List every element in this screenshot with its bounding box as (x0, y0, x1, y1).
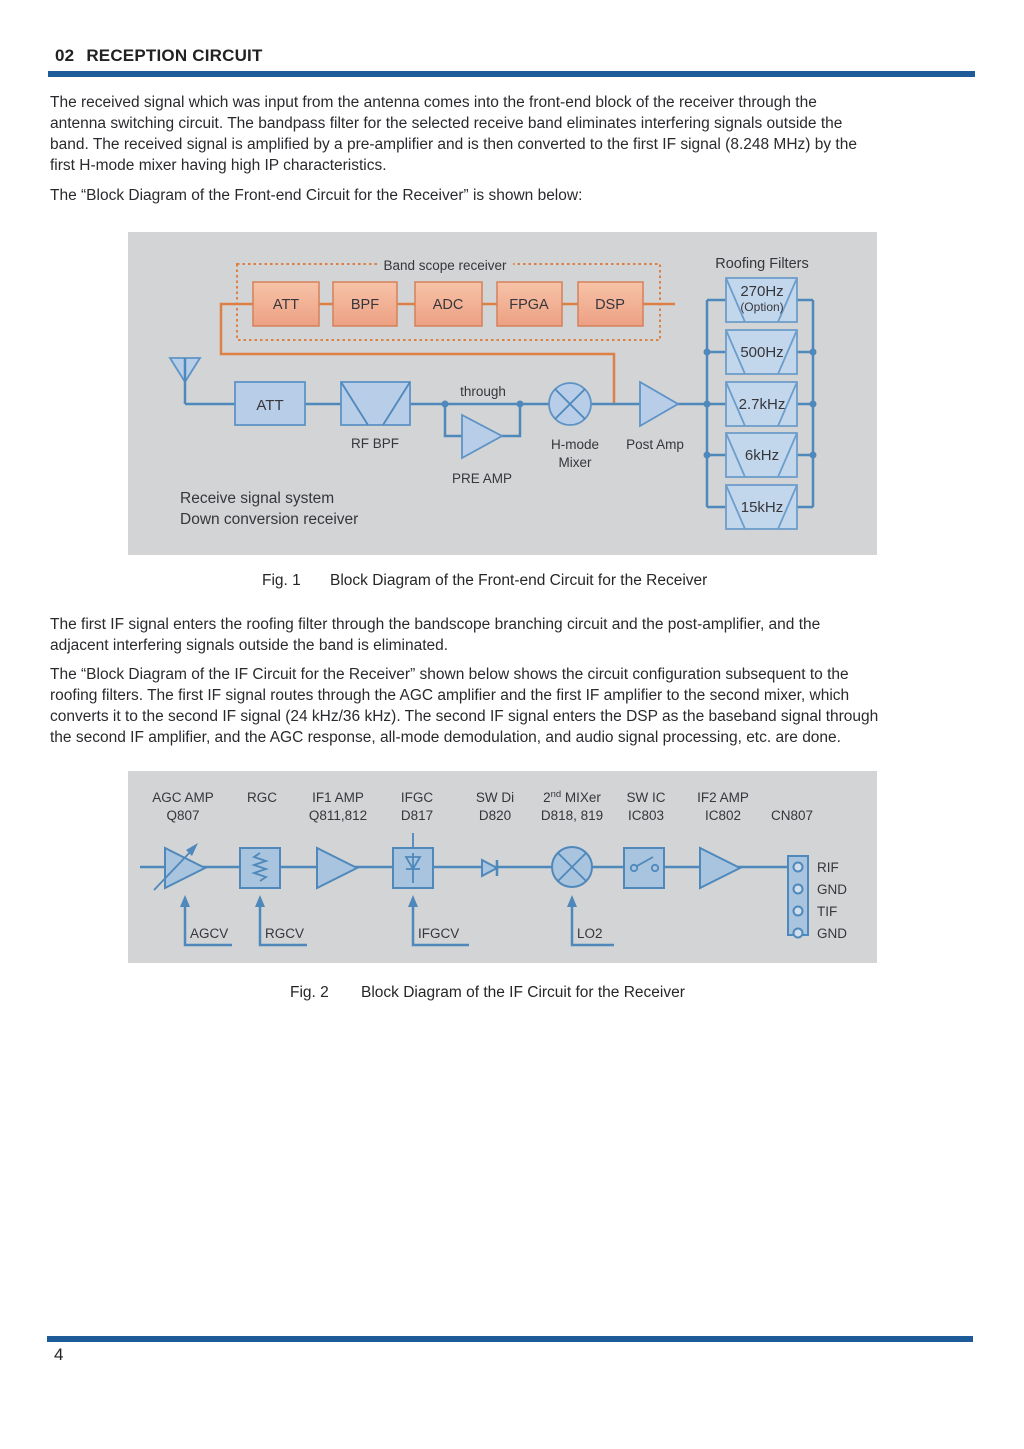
lo2-control (567, 895, 614, 945)
ref-d820: D820 (478, 808, 512, 823)
label-rgc: RGC (247, 790, 277, 805)
system-note-line-2: Down conversion receiver (180, 511, 359, 528)
roofing-filter-500hz (726, 330, 797, 374)
body-text-line: roofing filters. The first IF signal routes through the AGC amplifier and the first IF amplifier to the second mixer, which (50, 687, 850, 704)
pre-amp-label: PRE AMP (451, 471, 513, 486)
rf-bpf-label: RF BPF (350, 436, 400, 451)
pin-label-gnd2: GND (817, 926, 847, 941)
ifgc-icon (393, 833, 433, 888)
paragraph-1 (50, 92, 857, 176)
label-sw-di: SW Di (475, 790, 515, 805)
second-mixer-icon (552, 847, 592, 887)
antenna-icon (170, 358, 200, 404)
ref-d817: D817 (400, 808, 434, 823)
pin-label-tif: TIF (817, 904, 838, 919)
filter-label: 15kHz (740, 499, 784, 516)
filter-option-note: (Option) (740, 300, 784, 314)
roofing-filter-270hz (726, 278, 797, 322)
label-if2-amp: IF2 AMP (697, 790, 749, 805)
ref-cn807: CN807 (770, 808, 814, 823)
ifgcv-label: IFGCV (418, 926, 460, 941)
junction-dot (442, 401, 449, 408)
body-text-line: The first IF signal enters the roofing filter through the bandscope branching circuit and the post-amplifier, and the (50, 616, 821, 633)
system-note-line-1: Receive signal system (180, 490, 335, 507)
body-text-line: adjacent interfering signals outside the band is eliminated. (50, 637, 449, 654)
bandscope-block-att (253, 282, 319, 326)
figure-1-front-end-diagram (128, 232, 877, 555)
rgc-icon (240, 848, 280, 888)
roofing-filter-15khz (726, 485, 797, 529)
front-end-circuit-diagram (128, 232, 877, 555)
label-if1-amp: IF1 AMP (312, 790, 364, 805)
mixer-label-1: H-mode (550, 437, 600, 452)
paragraph-3 (50, 614, 820, 656)
through-label: through (460, 384, 506, 399)
section-title: RECEPTION CIRCUIT (86, 46, 263, 65)
label-2nd-mixer (543, 789, 601, 805)
filter-label: 500Hz (740, 344, 784, 361)
ref-d818-819: D818, 819 (540, 808, 604, 823)
label-agc-amp: AGC AMP (152, 790, 214, 805)
mixer-label-base: 2 (543, 790, 551, 805)
figure-2-if-diagram (128, 771, 877, 963)
rgcv-label: RGCV (265, 926, 305, 941)
body-text-line: the second IF amplifier, and the AGC response, all-mode demodulation, and audio signal processing, etc. are done. (50, 729, 841, 746)
mixer-label-sup: nd (550, 789, 562, 800)
section-number: 02 (55, 46, 75, 65)
figure-2-caption-text: Block Diagram of the IF Circuit for the Receiver (361, 984, 685, 1001)
rf-bpf-block (341, 382, 410, 451)
pin-label-gnd1: GND (817, 882, 847, 897)
bandscope-block-dsp (578, 282, 643, 326)
bandscope-block-adc (415, 282, 482, 326)
page-number: 4 (54, 1345, 64, 1364)
figure-1-caption-text: Block Diagram of the Front-end Circuit for the Receiver (330, 572, 708, 589)
roofing-filters-title: Roofing Filters (715, 256, 809, 272)
block-label: FPGA (509, 297, 549, 313)
filter-label: 6kHz (744, 447, 780, 464)
ref-ic802: IC802 (704, 808, 742, 823)
mixer-label-2: Mixer (558, 455, 592, 470)
lo2-label: LO2 (577, 926, 603, 941)
paragraph-2 (50, 185, 582, 206)
connector-pin-labels (817, 860, 847, 941)
h-mode-mixer-icon (549, 383, 599, 470)
figure-1-caption-label: Fig. 1 (262, 572, 301, 589)
ref-ic803: IC803 (627, 808, 665, 823)
bandscope-block-fpga (497, 282, 562, 326)
body-text-line: first H-mode mixer having high IP characteristics. (50, 157, 387, 174)
bandscope-block-bpf (333, 282, 397, 326)
rgcv-control (255, 895, 307, 945)
pin-label-rif: RIF (817, 860, 839, 875)
block-label: ADC (432, 297, 464, 313)
ref-q807: Q807 (166, 808, 200, 823)
agcv-control (180, 895, 232, 945)
body-text-line: band. The received signal is amplified by a pre-amplifier and is then converted to the first IF signal (8.248 MHz) by the (50, 136, 857, 153)
footer-rule (47, 1336, 973, 1342)
filter-label: 270Hz (740, 283, 784, 300)
header-rule (48, 71, 975, 77)
component-labels (152, 789, 813, 823)
sw-di-icon (482, 860, 497, 876)
mixer-label-rest: MIXer (561, 790, 601, 805)
ifgcv-control (408, 895, 469, 945)
section-heading (55, 46, 263, 66)
body-text-line: The received signal which was input from the antenna comes into the front-end block of the receiver through the (50, 94, 817, 111)
filter-label: 2.7kHz (738, 396, 786, 413)
main-att-block (235, 382, 305, 425)
roofing-filter-6khz (726, 433, 797, 477)
figure-2-caption-label: Fig. 2 (290, 984, 329, 1001)
if-circuit-diagram (128, 771, 877, 963)
pre-amp-icon (452, 415, 512, 486)
post-amp-icon (626, 382, 684, 452)
bandscope-title: Band scope receiver (383, 258, 507, 273)
body-text-line: antenna switching circuit. The bandpass filter for the selected receive band eliminates interfering signals outside the (50, 115, 843, 132)
body-text-line: converts it to the second IF signal (24 kHz/36 kHz). The second IF signal enters the DSP as the baseband signal through (50, 708, 879, 725)
if1-amp-icon (317, 848, 357, 888)
block-label: ATT (256, 397, 284, 414)
paragraph-4 (50, 664, 878, 748)
cn807-connector-icon (788, 856, 808, 938)
sw-ic-icon (624, 848, 664, 888)
label-sw-ic: SW IC (626, 790, 666, 805)
block-label: ATT (272, 297, 300, 313)
junction-dot (517, 401, 524, 408)
agcv-label: AGCV (190, 926, 229, 941)
block-label: BPF (350, 297, 380, 313)
label-ifgc: IFGC (400, 790, 434, 805)
block-label: DSP (595, 297, 625, 313)
post-amp-label: Post Amp (626, 437, 684, 452)
body-text-line: The “Block Diagram of the Front-end Circuit for the Receiver” is shown below: (50, 187, 583, 204)
if2-amp-icon (700, 848, 740, 888)
ref-q811-812: Q811,812 (308, 808, 368, 823)
roofing-filter-2-7khz (726, 382, 797, 426)
body-text-line: The “Block Diagram of the IF Circuit for the Receiver” shown below shows the circuit configuration subsequent to the (50, 666, 849, 683)
